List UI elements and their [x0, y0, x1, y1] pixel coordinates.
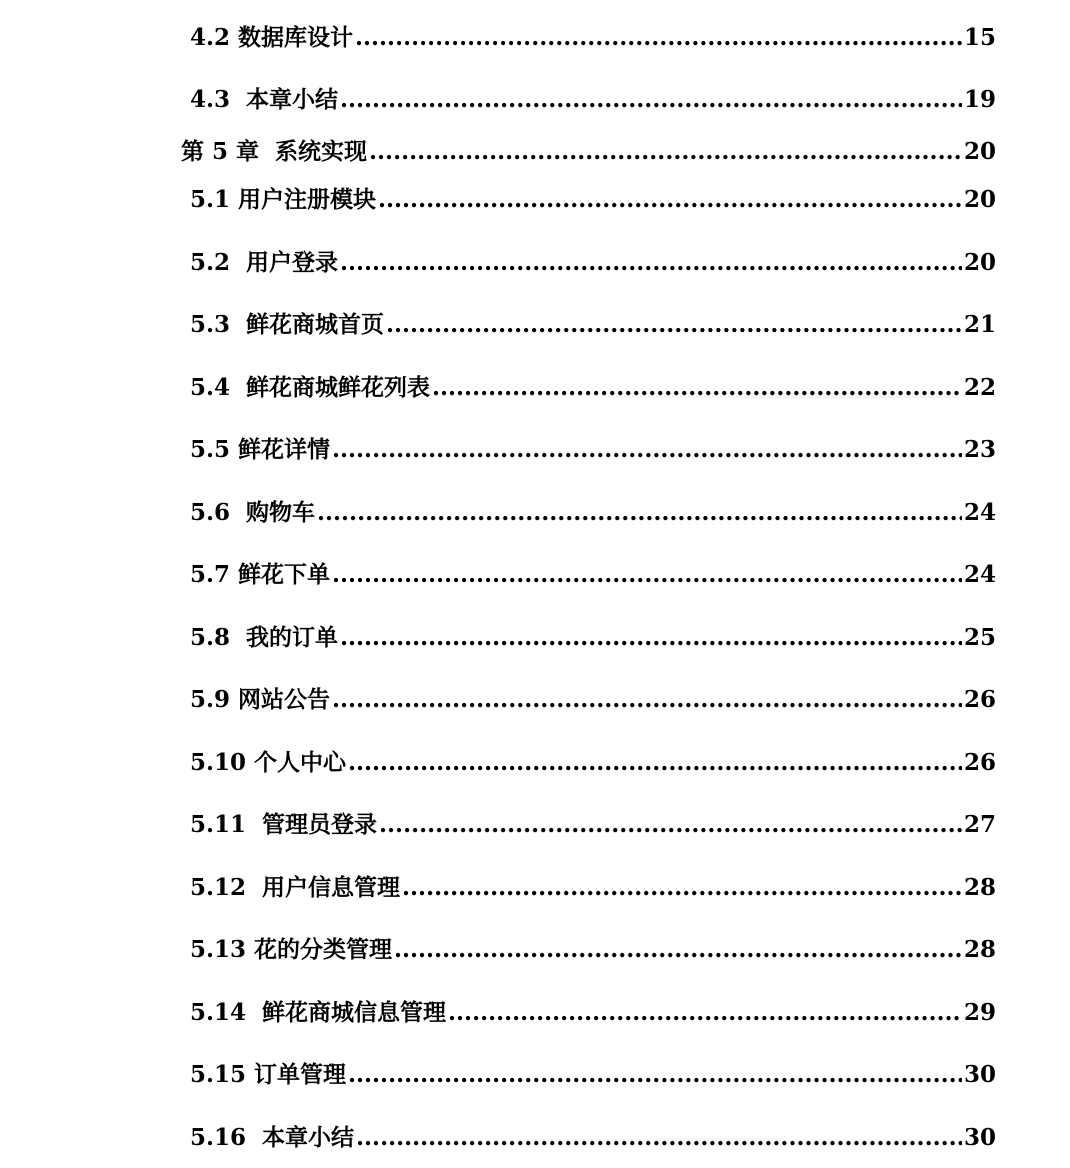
dot-leader: [378, 185, 962, 215]
dot-leader: [340, 248, 962, 278]
toc-entry-page-number: 15: [963, 24, 996, 51]
toc-entry-page-number: 28: [963, 936, 996, 963]
dot-leader: [332, 560, 962, 590]
toc-entry[interactable]: [190, 498, 996, 528]
toc-entry[interactable]: [190, 435, 996, 465]
toc-entry-page-number: 25: [963, 624, 996, 651]
dot-leader: [448, 998, 962, 1028]
toc-entry[interactable]: [190, 1060, 996, 1090]
dot-leader: [332, 435, 962, 465]
toc-entry-page-number: 24: [963, 499, 996, 526]
dot-leader: [332, 685, 962, 715]
toc-entry-title: 5.1 用户注册模块: [190, 186, 377, 213]
dot-leader: [369, 137, 962, 167]
toc-entry[interactable]: [190, 873, 996, 903]
toc-entry-title: 5.2 用户登录: [190, 249, 339, 276]
toc-entry-title: 5.11 管理员登录: [190, 811, 378, 838]
toc-entry[interactable]: [190, 685, 996, 715]
toc-entry-page-number: 27: [963, 811, 996, 838]
toc-entry-page-number: 23: [963, 436, 996, 463]
toc-entry-title: 5.13 花的分类管理: [190, 936, 393, 963]
dot-leader: [340, 623, 962, 653]
toc-entry-title: 5.6 购物车: [190, 499, 316, 526]
toc-entry-page-number: 20: [963, 138, 996, 165]
dot-leader: [402, 873, 962, 903]
toc-chapter-entry[interactable]: [181, 137, 996, 167]
toc-entry-title: 5.15 订单管理: [190, 1061, 347, 1088]
dot-leader: [394, 935, 962, 965]
toc-entry-page-number: 20: [963, 186, 996, 213]
dot-leader: [379, 810, 962, 840]
toc-entry-title: 5.5 鲜花详情: [190, 436, 331, 463]
dot-leader: [348, 748, 962, 778]
toc-entry-page-number: 20: [963, 249, 996, 276]
dot-leader: [355, 23, 962, 53]
toc-entry[interactable]: [190, 998, 996, 1028]
dot-leader: [317, 498, 962, 528]
dot-leader: [348, 1060, 962, 1090]
toc-entry-title: 5.10 个人中心: [190, 749, 347, 776]
toc-entry-title: 5.3 鲜花商城首页: [190, 311, 385, 338]
toc-entry-page-number: 28: [963, 874, 996, 901]
dot-leader: [340, 85, 962, 115]
toc-entry[interactable]: [190, 810, 996, 840]
toc-entry-title: 4.3 本章小结: [190, 86, 339, 113]
toc-entry-page-number: 30: [963, 1124, 996, 1151]
toc-entry[interactable]: [190, 935, 996, 965]
toc-entry[interactable]: [190, 748, 996, 778]
toc-entry-page-number: 19: [963, 86, 996, 113]
toc-entry-title: 第 5 章 系统实现: [181, 138, 368, 165]
toc-entry[interactable]: [190, 85, 996, 115]
toc-entry-title: 5.16 本章小结: [190, 1124, 355, 1151]
toc-entry[interactable]: [190, 560, 996, 590]
toc-entry-page-number: 30: [963, 1061, 996, 1088]
dot-leader: [386, 310, 962, 340]
toc-entry[interactable]: [190, 23, 996, 53]
toc-entry[interactable]: [190, 623, 996, 653]
toc-entry-page-number: 29: [963, 999, 996, 1026]
toc-entry[interactable]: [190, 185, 996, 215]
toc-entry-page-number: 22: [963, 374, 996, 401]
toc-entry[interactable]: [190, 373, 996, 403]
dot-leader: [356, 1123, 962, 1153]
toc-entry-page-number: 21: [963, 311, 996, 338]
toc-entry[interactable]: [190, 1123, 996, 1153]
toc-entry-title: 5.8 我的订单: [190, 624, 339, 651]
toc-entry-page-number: 26: [963, 686, 996, 713]
toc-entry-title: 5.9 网站公告: [190, 686, 331, 713]
toc-entry-title: 4.2 数据库设计: [190, 24, 354, 51]
toc-entry-page-number: 24: [963, 561, 996, 588]
toc-entry-page-number: 26: [963, 749, 996, 776]
toc-entry-title: 5.12 用户信息管理: [190, 874, 401, 901]
toc-entry[interactable]: [190, 248, 996, 278]
toc-entry-title: 5.14 鲜花商城信息管理: [190, 999, 447, 1026]
dot-leader: [432, 373, 962, 403]
toc-entry-title: 5.4 鲜花商城鲜花列表: [190, 374, 431, 401]
toc-entry-title: 5.7 鲜花下单: [190, 561, 331, 588]
toc-entry[interactable]: [190, 310, 996, 340]
